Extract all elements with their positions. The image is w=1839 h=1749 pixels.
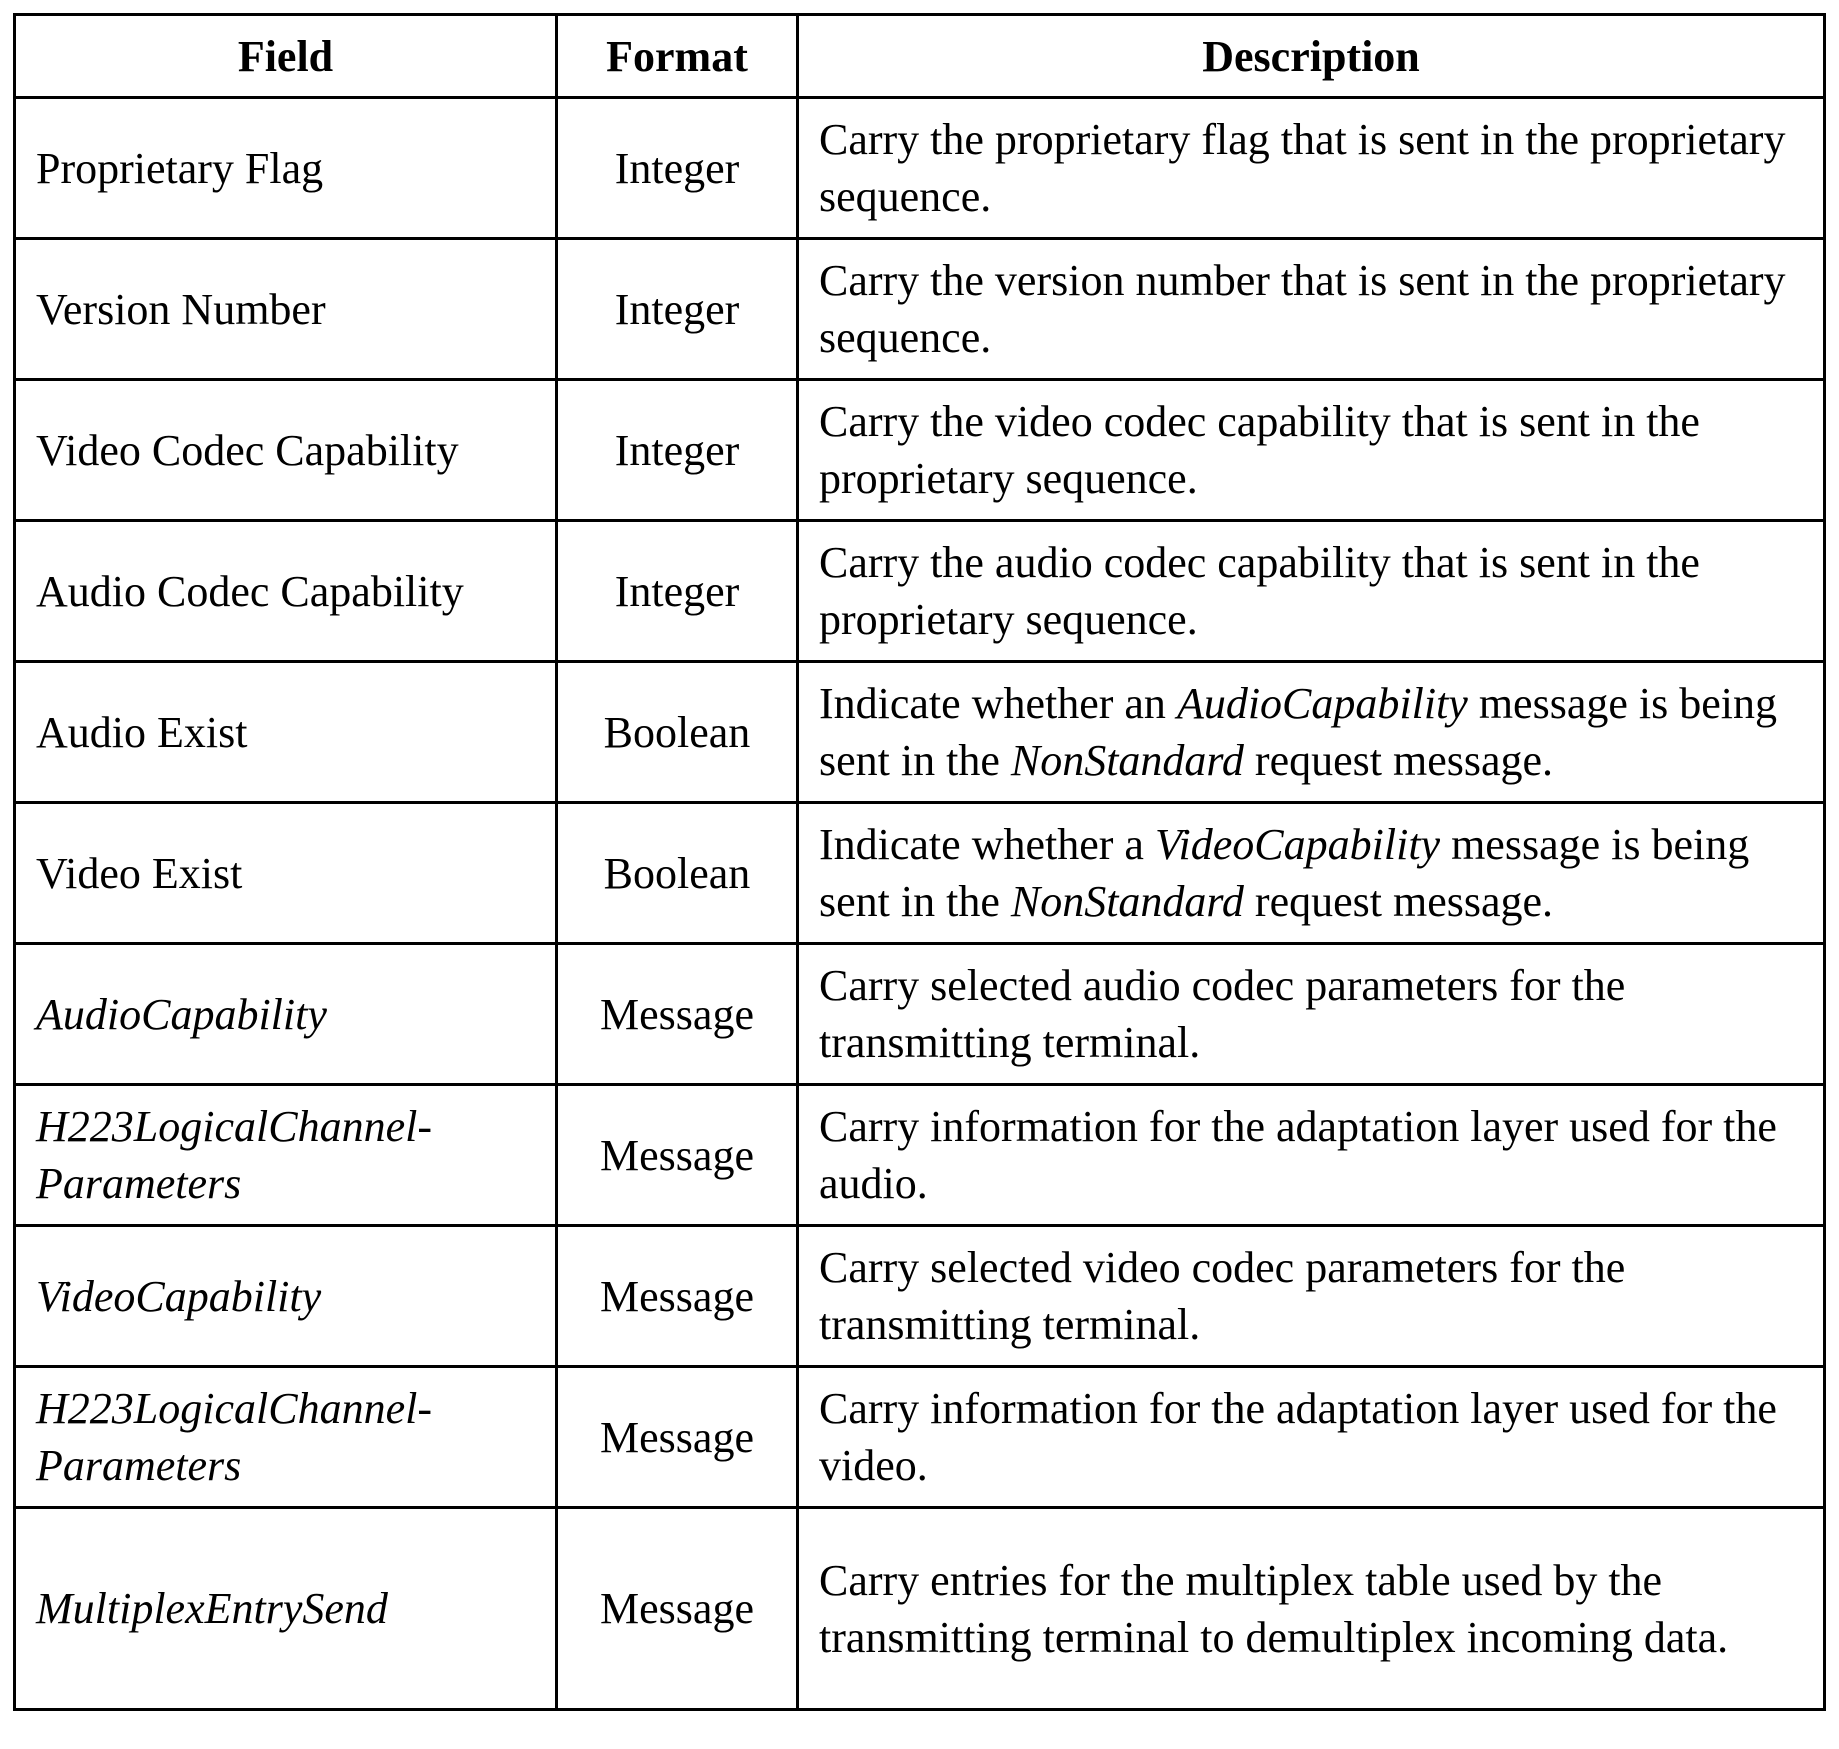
description-cell bbox=[798, 98, 1825, 239]
description-cell bbox=[798, 803, 1825, 944]
field-cell bbox=[15, 1367, 557, 1508]
description-text: Carry selected audio codec parameters for the transmitting terminal. bbox=[819, 961, 1626, 1067]
description-text: Indicate whether a bbox=[819, 820, 1155, 869]
description-italic-term: VideoCapability bbox=[1154, 820, 1441, 869]
field-line: Parameters bbox=[36, 1441, 242, 1490]
description-cell bbox=[798, 380, 1825, 521]
description-italic-term: NonStandard bbox=[1010, 736, 1244, 785]
field-cell: Proprietary Flag bbox=[15, 98, 557, 239]
table-header-row bbox=[15, 15, 1825, 98]
description-text: request message. bbox=[1243, 736, 1554, 785]
field-cell: MultiplexEntrySend bbox=[15, 1508, 557, 1710]
format-cell: Message bbox=[557, 1367, 798, 1508]
description-cell bbox=[798, 944, 1825, 1085]
table-row bbox=[15, 1085, 1825, 1226]
description-text: Carry selected video codec parameters for the transmitting terminal. bbox=[819, 1243, 1626, 1349]
table-row bbox=[15, 662, 1825, 803]
field-cell: Video Codec Capability bbox=[15, 380, 557, 521]
column-header-description: Description bbox=[798, 15, 1825, 98]
table-row bbox=[15, 1226, 1825, 1367]
description-text: message is being sent in the bbox=[819, 679, 1777, 785]
description-cell bbox=[798, 521, 1825, 662]
description-text: Carry the video codec capability that is sent in the proprietary sequence. bbox=[819, 397, 1700, 503]
description-italic-term: AudioCapability bbox=[1176, 679, 1468, 728]
description-text: Carry information for the adaptation layer used for the video. bbox=[819, 1384, 1777, 1490]
description-text: Indicate whether an bbox=[819, 679, 1177, 728]
field-cell: Video Exist bbox=[15, 803, 557, 944]
description-text: message is being sent in the bbox=[819, 820, 1750, 926]
description-text: request message. bbox=[1243, 877, 1554, 926]
table-row bbox=[15, 239, 1825, 380]
field-cell: Audio Codec Capability bbox=[15, 521, 557, 662]
description-text: Carry the proprietary flag that is sent in the proprietary sequence. bbox=[819, 115, 1786, 221]
table-row bbox=[15, 1508, 1825, 1710]
description-cell bbox=[798, 239, 1825, 380]
field-line: H223LogicalChannel- bbox=[36, 1102, 432, 1151]
format-cell: Boolean bbox=[557, 803, 798, 944]
table-row bbox=[15, 944, 1825, 1085]
description-text: Carry information for the adaptation layer used for the audio. bbox=[819, 1102, 1777, 1208]
table-row bbox=[15, 1367, 1825, 1508]
field-format-description-table bbox=[13, 13, 1826, 1711]
description-text: Carry the audio codec capability that is sent in the proprietary sequence. bbox=[819, 538, 1700, 644]
column-header-format: Format bbox=[557, 15, 798, 98]
field-cell: VideoCapability bbox=[15, 1226, 557, 1367]
field-cell bbox=[15, 1085, 557, 1226]
description-text: Carry the version number that is sent in the proprietary sequence. bbox=[819, 256, 1786, 362]
description-italic-term: NonStandard bbox=[1010, 877, 1244, 926]
format-cell: Message bbox=[557, 1226, 798, 1367]
field-line: Parameters bbox=[36, 1159, 242, 1208]
table-row bbox=[15, 803, 1825, 944]
field-cell: Version Number bbox=[15, 239, 557, 380]
description-cell bbox=[798, 662, 1825, 803]
field-cell: Audio Exist bbox=[15, 662, 557, 803]
description-cell bbox=[798, 1226, 1825, 1367]
column-header-field: Field bbox=[15, 15, 557, 98]
table-row bbox=[15, 521, 1825, 662]
format-cell: Message bbox=[557, 1085, 798, 1226]
field-line: H223LogicalChannel- bbox=[36, 1384, 432, 1433]
field-cell: AudioCapability bbox=[15, 944, 557, 1085]
description-text: Carry entries for the multiplex table used by the transmitting terminal to demultiplex incoming data. bbox=[819, 1555, 1729, 1662]
description-cell bbox=[798, 1367, 1825, 1508]
format-cell: Message bbox=[557, 1508, 798, 1710]
format-cell: Integer bbox=[557, 98, 798, 239]
format-cell: Integer bbox=[557, 521, 798, 662]
table-row bbox=[15, 98, 1825, 239]
format-cell: Integer bbox=[557, 380, 798, 521]
description-cell bbox=[798, 1085, 1825, 1226]
table-row bbox=[15, 380, 1825, 521]
description-cell bbox=[798, 1508, 1825, 1710]
format-cell: Integer bbox=[557, 239, 798, 380]
format-cell: Message bbox=[557, 944, 798, 1085]
format-cell: Boolean bbox=[557, 662, 798, 803]
